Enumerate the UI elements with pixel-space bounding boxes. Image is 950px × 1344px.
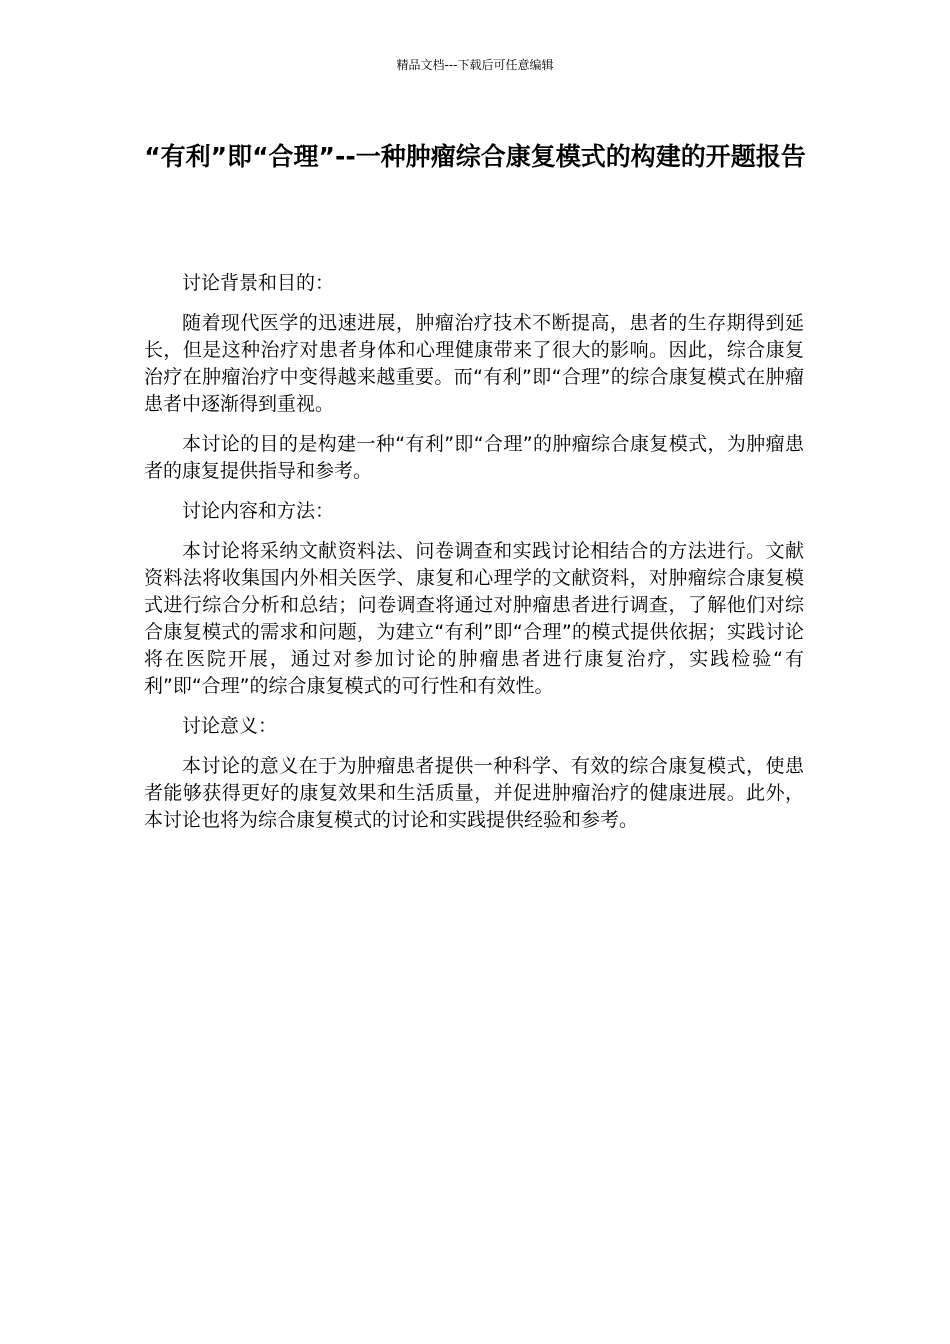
document-body xyxy=(144,270,804,847)
header-note: 精品文档---下载后可任意编辑 xyxy=(396,58,554,72)
paragraph-purpose: 本讨论的目的是构建一种“有利”即“合理”的肿瘤综合康复模式，为肿瘤患者的康复提供指导和参考。 xyxy=(144,433,804,482)
paragraph-background: 随着现代医学的迅速进展，肿瘤治疗技术不断提高，患者的生存期得到延长，但是这种治疗对患者身体和心理健康带来了很大的影响。因此，综合康复治疗在肿瘤治疗中变得越来越重要。而“有利”即“合理”的综合康复模式在肿瘤患者中逐渐得到重视。 xyxy=(144,312,804,415)
paragraph-methods: 本讨论将采纳文献资料法、问卷调查和实践讨论相结合的方法进行。文献资料法将收集国内外相关医学、康复和心理学的文献资料，对肿瘤综合康复模式进行综合分析和总结；问卷调查将通过对肿瘤患者进行调查，了解他们对综合康复模式的需求和问题，为建立“有利”即“合理”的模式提供依据；实践讨论将在医院开展，通过对参加讨论的肿瘤患者进行康复治疗，实践检验“有利”即“合理”的综合康复模式的可行性和有效性。 xyxy=(144,540,804,697)
section-heading-background: 讨论背景和目的： xyxy=(182,272,335,294)
paragraph-significance: 本讨论的意义在于为肿瘤患者提供一种科学、有效的综合康复模式，使患者能够获得更好的康复效果和生活质量，并促进肿瘤治疗的健康进展。此外，本讨论也将为综合康复模式的讨论和实践提供经验和参考。 xyxy=(144,755,804,831)
section-heading-significance: 讨论意义： xyxy=(182,715,278,737)
section-heading-content-methods: 讨论内容和方法： xyxy=(182,500,335,522)
document-title: “有利”即“合理”--一种肿瘤综合康复模式的构建的开题报告 xyxy=(144,142,806,171)
